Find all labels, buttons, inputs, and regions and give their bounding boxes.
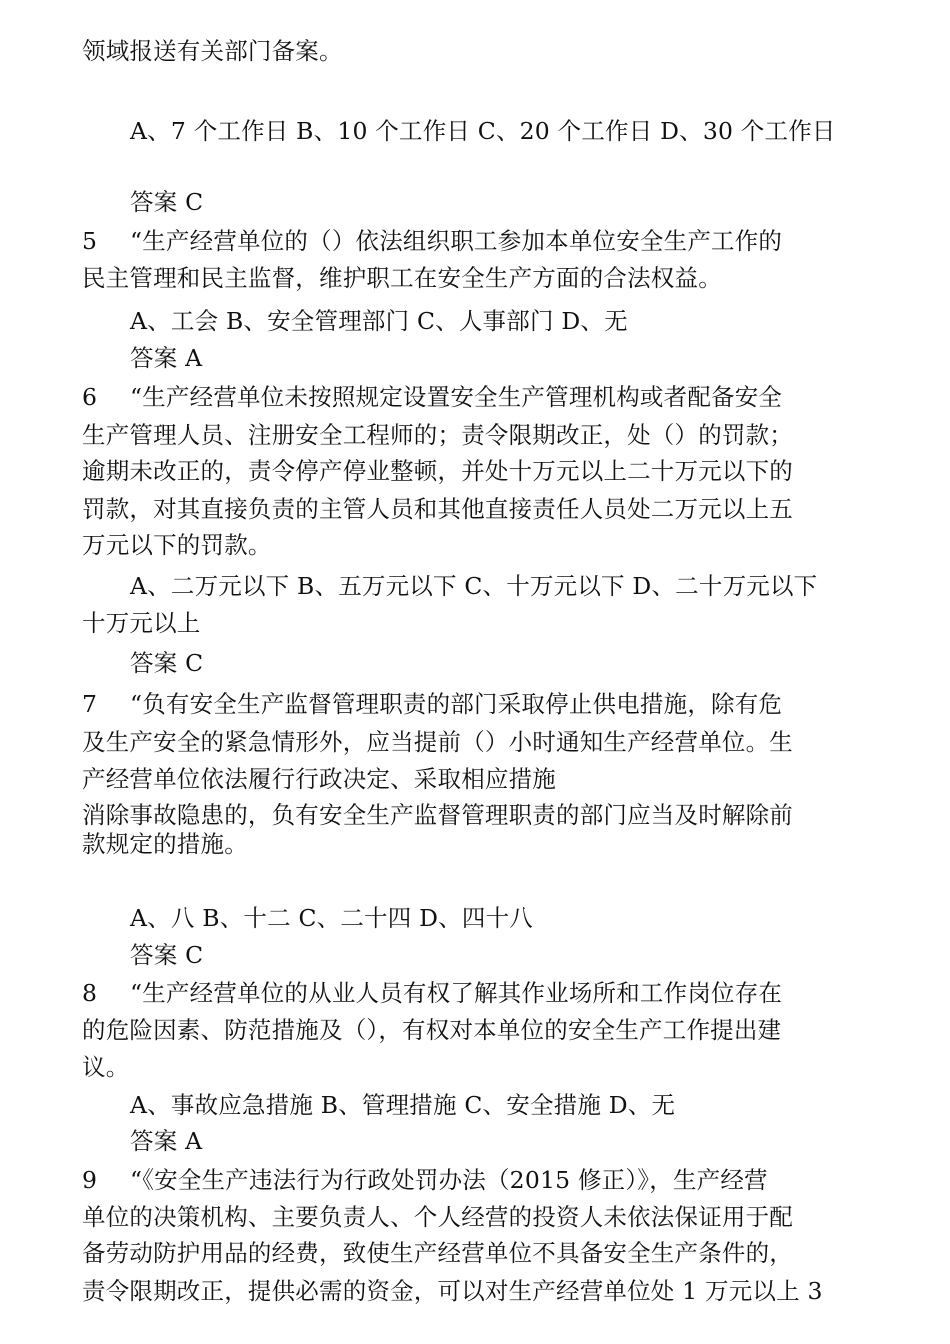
text-line: 消除事故隐患的，负有安全生产监督管理职责的部门应当及时解除前: [82, 801, 793, 829]
options-line-q8: A、事故应急措施 B、管理措施 C、安全措施 D、无: [130, 1091, 676, 1119]
answer-q6: 答案 C: [130, 649, 204, 677]
question-7-line: 7 “负有安全生产监督管理职责的部门采取停止供电措施，除有危: [82, 690, 783, 718]
question-number: 5: [82, 227, 98, 255]
text-line: 议。: [82, 1053, 130, 1081]
options-line-q6: A、二万元以下 B、五万元以下 C、十万元以下 D、二十万元以下: [130, 572, 818, 600]
text-line: 万元以下的罚款。: [82, 531, 272, 559]
question-number: 7: [82, 690, 98, 718]
text-line: 十万元以上: [82, 609, 201, 637]
answer-q7: 答案 C: [130, 941, 204, 969]
text-line: 的危险因素、防范措施及（），有权对本单位的安全生产工作提出建: [82, 1016, 782, 1044]
text-line: 民主管理和民主监督，维护职工在安全生产方面的合法权益。: [82, 264, 722, 292]
text-line: 款规定的措施。: [82, 830, 248, 858]
text-line: 备劳动防护用品的经费，致使生产经营单位不具备安全生产条件的，: [82, 1239, 793, 1267]
question-6-line: 6 “生产经营单位未按照规定设置安全生产管理机构或者配备安全: [82, 383, 783, 411]
question-9-line: 9 “《安全生产违法行为行政处罚办法（2015 修正）》，生产经营: [82, 1166, 768, 1194]
question-8-line: 8 “生产经营单位的从业人员有权了解其作业场所和工作岗位存在: [82, 979, 783, 1007]
text-line: 产经营单位依法履行行政决定、采取相应措施: [82, 765, 556, 793]
text-line: 罚款，对其直接负责的主管人员和其他直接责任人员处二万元以上五: [82, 495, 793, 523]
text-line: 生产管理人员、注册安全工程师的；责令限期改正，处（）的罚款；: [82, 421, 793, 449]
text-line: 及生产安全的紧急情形外，应当提前（）小时通知生产经营单位。生: [82, 728, 793, 756]
answer-q5: 答案 A: [130, 344, 203, 372]
text-line: 单位的决策机构、主要负责人、个人经营的投资人未依法保证用于配: [82, 1203, 793, 1231]
options-line-q5: A、工会 B、安全管理部门 C、人事部门 D、无: [130, 307, 628, 335]
answer-q8: 答案 A: [130, 1127, 203, 1155]
text-line: 责令限期改正，提供必需的资金，可以对生产经营单位处 1 万元以上 3: [82, 1277, 823, 1305]
text-line: 逾期未改正的，责令停产停业整顿，并处十万元以上二十万元以下的: [82, 457, 793, 485]
text-line: 领域报送有关部门备案。: [82, 37, 343, 65]
question-number: 8: [82, 979, 98, 1007]
question-5-line: 5 “生产经营单位的（）依法组织职工参加本单位安全生产工作的: [82, 227, 783, 255]
answer-q4: 答案 C: [130, 188, 204, 216]
question-number: 6: [82, 383, 98, 411]
question-number: 9: [82, 1166, 98, 1194]
options-line-q7: A、八 B、十二 C、二十四 D、四十八: [130, 904, 533, 932]
options-line-q4: A、7 个工作日 B、10 个工作日 C、20 个工作日 D、30 个工作日: [130, 117, 836, 145]
